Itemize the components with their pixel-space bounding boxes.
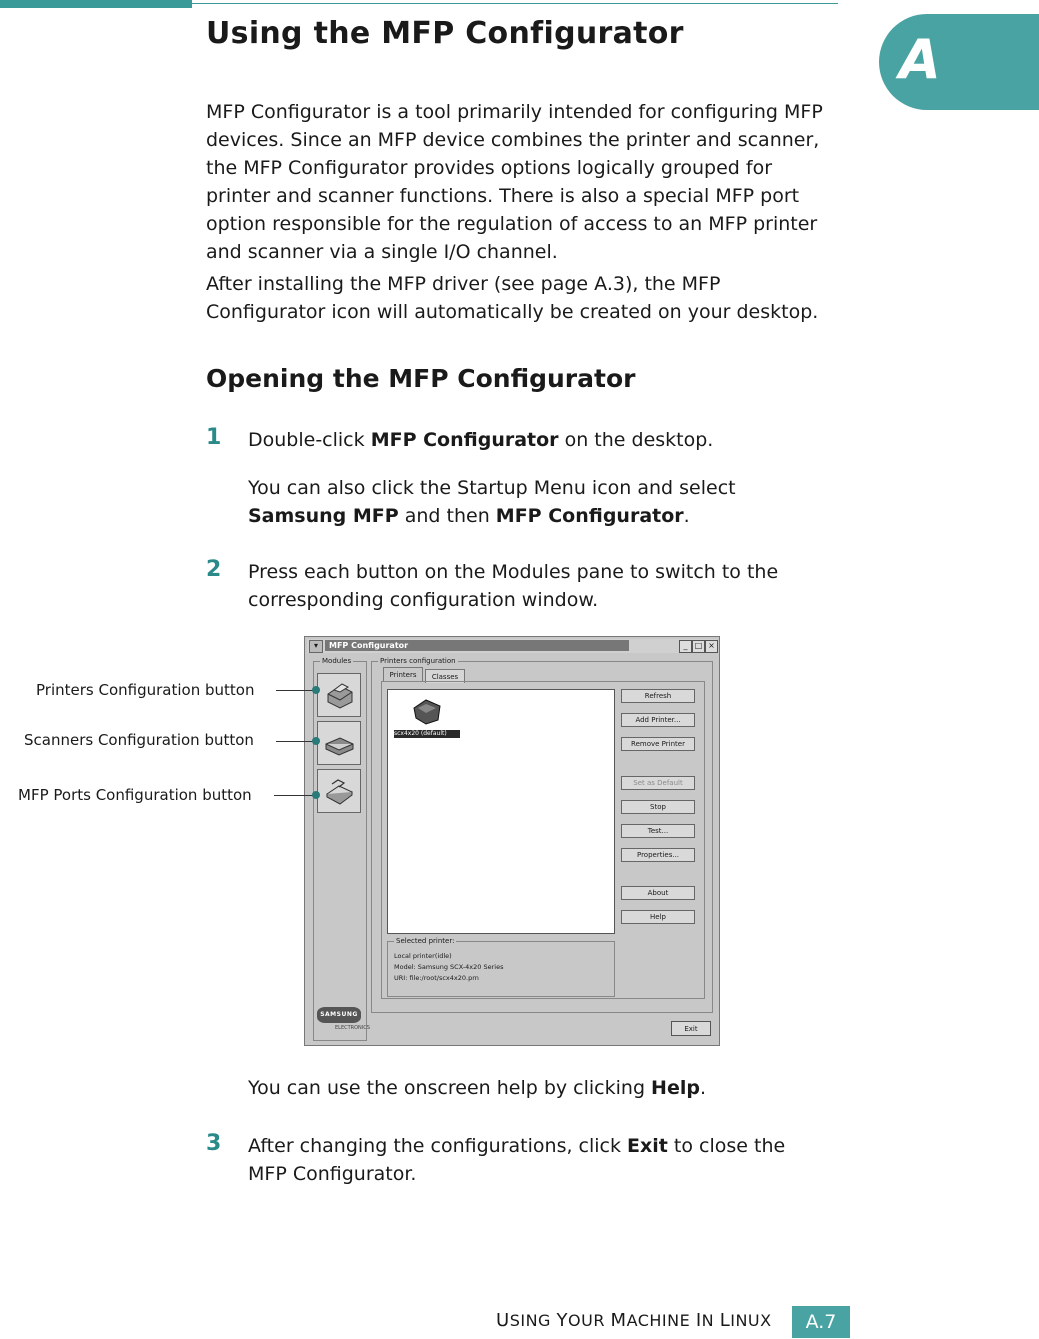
callout-scanners-dot — [312, 737, 320, 745]
intro-paragraph-1: MFP Configurator is a tool primarily intended for configuring MFP devices. Since an MFP device combines the printer and scanner, the MFP Configurator provides options logically grouped for printer and scanner functions. There is also a special MFP port option responsible for the regulation of access to an MFP printer and scanner via a single I/O channel. — [206, 101, 823, 263]
printer-list[interactable] — [387, 689, 615, 934]
set-as-default-button[interactable]: Set as Default — [621, 776, 695, 790]
modules-pane — [313, 657, 367, 1041]
chapter-letter: A — [899, 28, 941, 91]
selected-printer-uri: URI: file:/root/scx4x20.prn — [394, 974, 479, 982]
window-title: MFP Configurator — [325, 640, 629, 651]
callout-ports-dot — [312, 791, 320, 799]
properties-button[interactable]: Properties... — [621, 848, 695, 862]
tab-printers[interactable]: Printers — [383, 667, 423, 681]
help-button[interactable]: Help — [621, 910, 695, 924]
test-button[interactable]: Test... — [621, 824, 695, 838]
callout-scanners-label: Scanners Configuration button — [24, 731, 254, 749]
step-text-1: Double-click MFP Configurator on the desktop. — [248, 429, 714, 451]
footer-running-title: USING YOUR MACHINE IN LINUX — [496, 1310, 772, 1331]
maximize-icon[interactable]: □ — [692, 640, 705, 653]
minimize-icon[interactable]: _ — [679, 640, 692, 653]
selected-printer-label: Selected printer: — [396, 937, 455, 945]
selected-printer-status: Local printer(idle) — [394, 952, 452, 960]
step-text-2: Press each button on the Modules pane to switch to the corresponding configuration window. — [248, 561, 779, 611]
chapter-tab — [879, 14, 1039, 110]
mfp-configurator-screenshot — [304, 636, 720, 1046]
note-help: You can use the onscreen help by clicking Help. — [248, 1077, 706, 1099]
printer-list-item[interactable]: scx4x20 (default) — [394, 730, 460, 738]
window-titlebar — [307, 639, 717, 653]
printers-configuration-label: Printers configuration — [380, 657, 456, 665]
note-startup-menu: You can also click the Startup Menu icon and select Samsung MFP and then MFP Configurator. — [248, 477, 736, 527]
port-icon — [322, 774, 356, 808]
callout-printers-dot — [312, 686, 320, 694]
header-rule — [192, 3, 838, 4]
printer-device-icon — [410, 696, 444, 726]
samsung-logo-sub: ELECTRONICS — [335, 1025, 370, 1031]
callout-ports-label: MFP Ports Configuration button — [18, 786, 252, 804]
step-number-1: 1 — [206, 425, 222, 450]
page-number: A.7 — [792, 1306, 850, 1338]
exit-button[interactable]: Exit — [671, 1021, 711, 1036]
mfp-ports-configuration-button[interactable] — [317, 769, 361, 813]
selected-printer-group — [387, 937, 615, 997]
selected-printer-model: Model: Samsung SCX-4x20 Series — [394, 963, 504, 971]
section-title: Opening the MFP Configurator — [206, 364, 636, 393]
refresh-button[interactable]: Refresh — [621, 689, 695, 703]
scanner-icon — [322, 726, 356, 760]
step-text-3: After changing the configurations, click Exit to close the MFP Configurator. — [248, 1135, 786, 1185]
samsung-logo: SAMSUNG — [317, 1007, 361, 1023]
printers-configuration-button[interactable] — [317, 673, 361, 717]
page-title: Using the MFP Configurator — [206, 16, 684, 51]
header-accent-bar — [0, 0, 192, 8]
add-printer-button[interactable]: Add Printer... — [621, 713, 695, 727]
about-button[interactable]: About — [621, 886, 695, 900]
step-number-3: 3 — [206, 1131, 222, 1156]
scanners-configuration-button[interactable] — [317, 721, 361, 765]
step-number-2: 2 — [206, 557, 222, 582]
window-menu-icon[interactable]: ▾ — [309, 640, 323, 653]
printer-icon — [322, 678, 356, 712]
remove-printer-button[interactable]: Remove Printer — [621, 737, 695, 751]
close-icon[interactable]: × — [705, 640, 718, 653]
intro-paragraph-2: After installing the MFP driver (see page A.3), the MFP Configurator icon will automatically be created on your desktop. — [206, 273, 819, 323]
modules-label: Modules — [322, 657, 352, 665]
tab-classes[interactable]: Classes — [425, 669, 465, 683]
stop-button[interactable]: Stop — [621, 800, 695, 814]
callout-printers-label: Printers Configuration button — [36, 681, 255, 699]
